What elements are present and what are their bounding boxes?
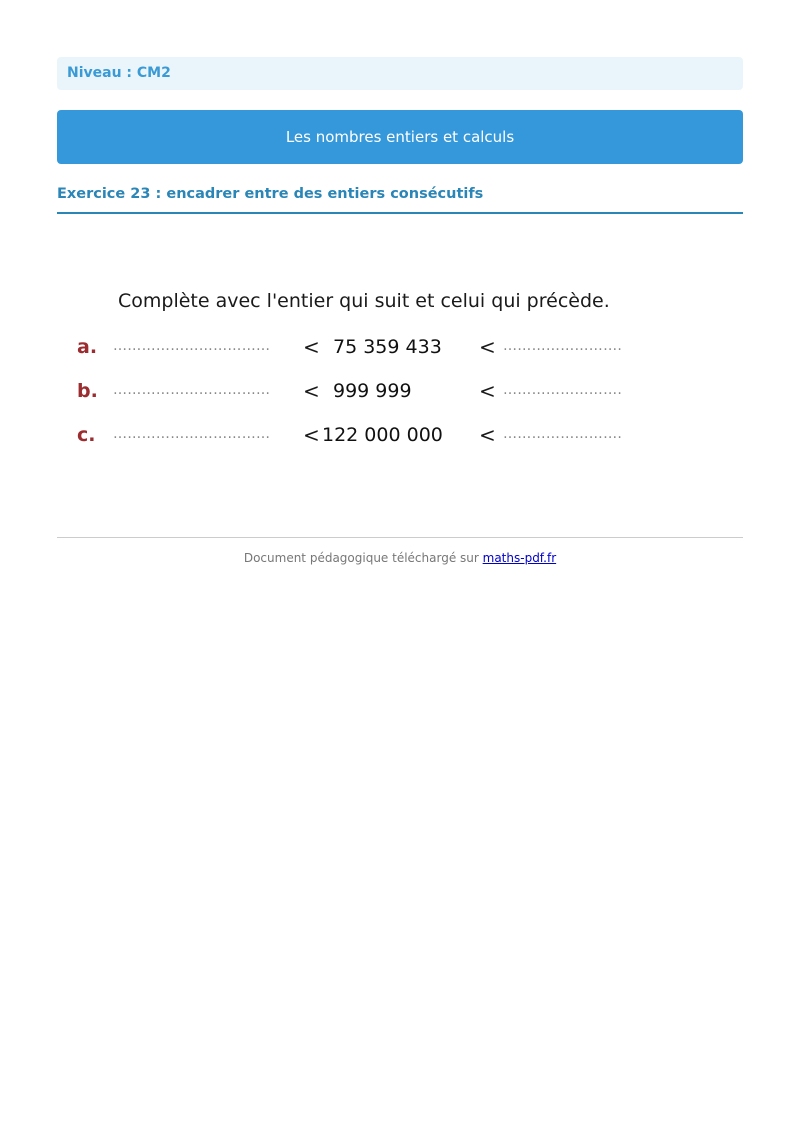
chapter-title: Les nombres entiers et calculs xyxy=(285,128,515,146)
row-number: 122 000 000 xyxy=(322,424,443,446)
answer-blank-left[interactable]: …………………………… xyxy=(113,338,271,354)
footer-divider xyxy=(57,537,743,538)
less-than-symbol: < xyxy=(303,335,320,359)
exercise-title: Exercice 23 : encadrer entre des entiers consécutifs xyxy=(57,186,484,202)
exercise-row-c xyxy=(57,424,743,454)
less-than-symbol: < xyxy=(303,423,320,447)
row-number: 75 359 433 xyxy=(333,336,442,358)
less-than-symbol: < xyxy=(479,379,496,403)
footer xyxy=(57,551,743,565)
level-box xyxy=(57,57,743,90)
less-than-symbol: < xyxy=(303,379,320,403)
footer-text: Document pédagogique téléchargé sur xyxy=(243,551,483,565)
exercise-instruction: Complète avec l'entier qui suit et celui qui précède. xyxy=(118,290,610,312)
answer-blank-right[interactable]: ……………………. xyxy=(503,426,623,442)
level-label: Niveau : CM2 xyxy=(67,65,171,81)
chapter-banner xyxy=(57,110,743,164)
answer-blank-right[interactable]: ……………………. xyxy=(503,338,623,354)
row-number: 999 999 xyxy=(333,380,412,402)
row-letter: c. xyxy=(77,424,96,446)
answer-blank-left[interactable]: …………………………… xyxy=(113,382,271,398)
less-than-symbol: < xyxy=(479,423,496,447)
row-letter: b. xyxy=(77,380,98,402)
exercise-body xyxy=(57,270,743,470)
answer-blank-left[interactable]: …………………………… xyxy=(113,426,271,442)
exercise-row-b xyxy=(57,380,743,410)
exercise-title-underline xyxy=(57,212,743,214)
less-than-symbol: < xyxy=(479,335,496,359)
exercise-row-a xyxy=(57,336,743,366)
footer-link[interactable]: maths-pdf.fr xyxy=(482,551,557,565)
answer-blank-right[interactable]: ……………………. xyxy=(503,382,623,398)
row-letter: a. xyxy=(77,336,98,358)
